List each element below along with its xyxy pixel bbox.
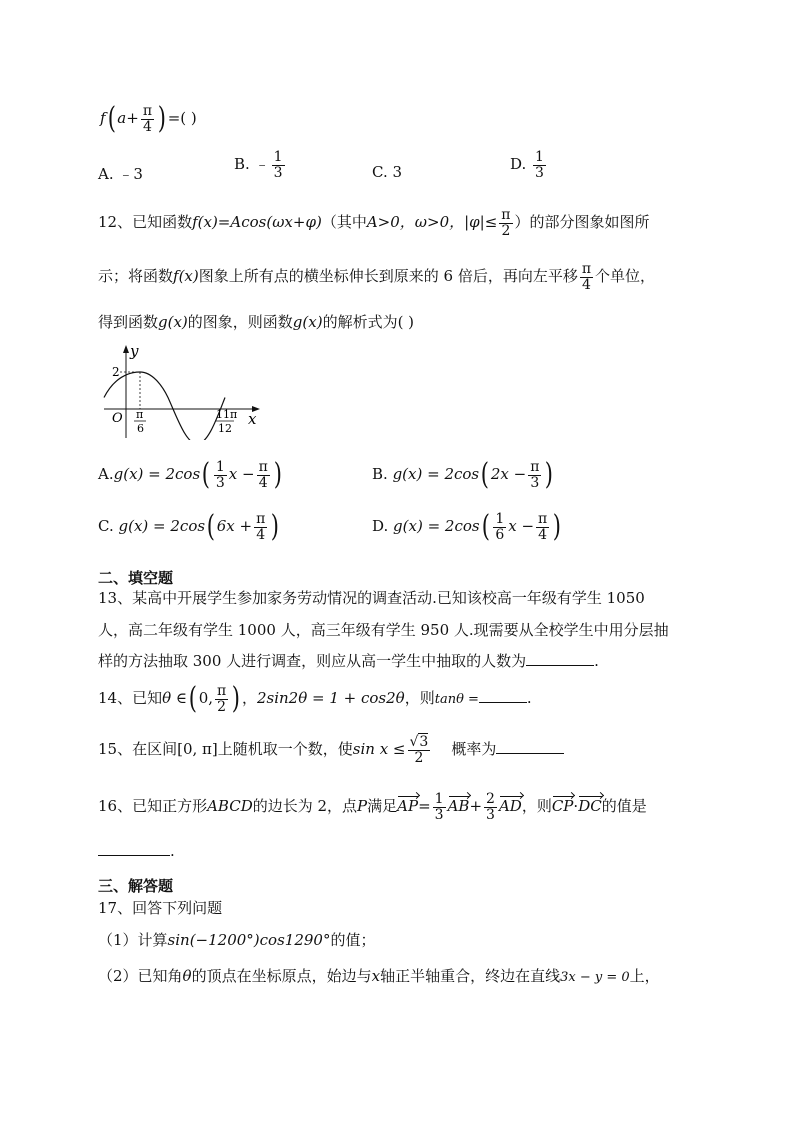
answer-blank[interactable] [98,854,170,856]
q11-tail: =( ) [167,109,197,128]
q14-line: 14、已知θ ∈( 0, $\frac{\pi}{2}$ ) ，2sin2θ = 1 + cos2θ，则tanθ = . [98,681,532,717]
q11-frac: $\frac{\pi}{4}$ [142,103,153,135]
graph-x-tick2-den: 12 [218,422,232,435]
graph-origin: O [112,411,123,426]
q11-expression [100,101,197,137]
paren-left: ( [107,101,116,137]
q12-option-b[interactable]: B. g(x) = 2cos( 2x − $\frac{\pi}{3}$ ) [372,457,554,493]
q11-f: f [100,109,106,128]
q17-title: 17、回答下列问题 [98,899,223,917]
q11-option-c[interactable]: C. 3 [372,163,403,181]
q11-plus: + [126,109,139,128]
section-title-fill-in: 二、填空题 [98,569,174,587]
answer-blank[interactable] [526,664,594,666]
section-title-answer: 三、解答题 [98,877,174,895]
paren-right: ) [157,101,166,137]
q12-line2: 示；将函数f(x)图象上所有点的横坐标伸长到原来的 6 倍后，再向左平移 $\frac{\pi}{4}$ 个单位， [98,261,656,293]
q12-option-c[interactable]: C. g(x) = 2cos( 6x + $\frac{\pi}{4}$ ) [98,509,280,545]
q16-line: 16、已知正方形ABCD的边长为 2，点P满足AP= $\frac{1}{3}$ AB+ $\frac{2}{3}$ AD，则CP·DC的值是 [98,791,647,823]
q13-line1: 13、某高中开展学生参加家务劳动情况的调查活动.已知该校高一年级有学生 1050 [98,589,645,607]
graph-x-label: x [248,410,257,428]
q13-line2: 人，高二年级有学生 1000 人，高三年级有学生 950 人.现需要从全校学生中用分层抽 [98,621,669,639]
q11-option-a[interactable]: A. ﹣3 [98,165,143,183]
q12-line3: 得到函数g(x)的图象，则函数g(x)的解析式为( ) [98,313,415,331]
q16-answer-line: . [98,842,175,860]
graph-y-label: y [130,342,139,360]
q11-option-b[interactable]: B. ﹣ $\frac{1}{3}$ [234,149,283,181]
graph-x-tick1-den: 6 [137,422,144,435]
q11-a: a [117,109,127,128]
q12-cosine-graph [100,340,265,440]
answer-blank[interactable] [496,752,564,754]
q12-option-a[interactable]: A.g(x) = 2cos( $\frac{1}{3}$ x − $\frac{\pi}{4}$ ) [98,457,282,493]
q11-option-d[interactable]: D. $\frac{1}{3}$ [510,149,544,181]
q12-line1: 12、已知函数f(x)=Acos(ωx+φ)（其中A>0，ω>0，|φ|≤ $\frac{\pi}{2}$ ）的部分图象如图所 [98,207,650,239]
q13-line3: 样的方法抽取 300 人进行调查，则应从高一学生中抽取的人数为 . [98,652,599,670]
graph-x-tick1-num: π [136,408,144,421]
answer-blank[interactable] [479,701,527,703]
q15-line: 15、在区间[0, π]上随机取一个数，使sin x ≤ $\frac{√3}{2}$ 概率为 [98,735,564,765]
q17-part1: （1）计算sin(−1200°)cos1290°的值； [98,931,376,949]
graph-y-tick: 2 [112,365,120,379]
graph-x-tick2-num: 11π [216,408,238,421]
q12-option-d[interactable]: D. g(x) = 2cos( $\frac{1}{6}$ x − $\frac{\pi}{4}$ ) [372,509,562,545]
q17-part2: （2）已知角θ的顶点在坐标原点，始边与x轴正半轴重合，终边在直线3x − y = 0上， [98,967,660,985]
